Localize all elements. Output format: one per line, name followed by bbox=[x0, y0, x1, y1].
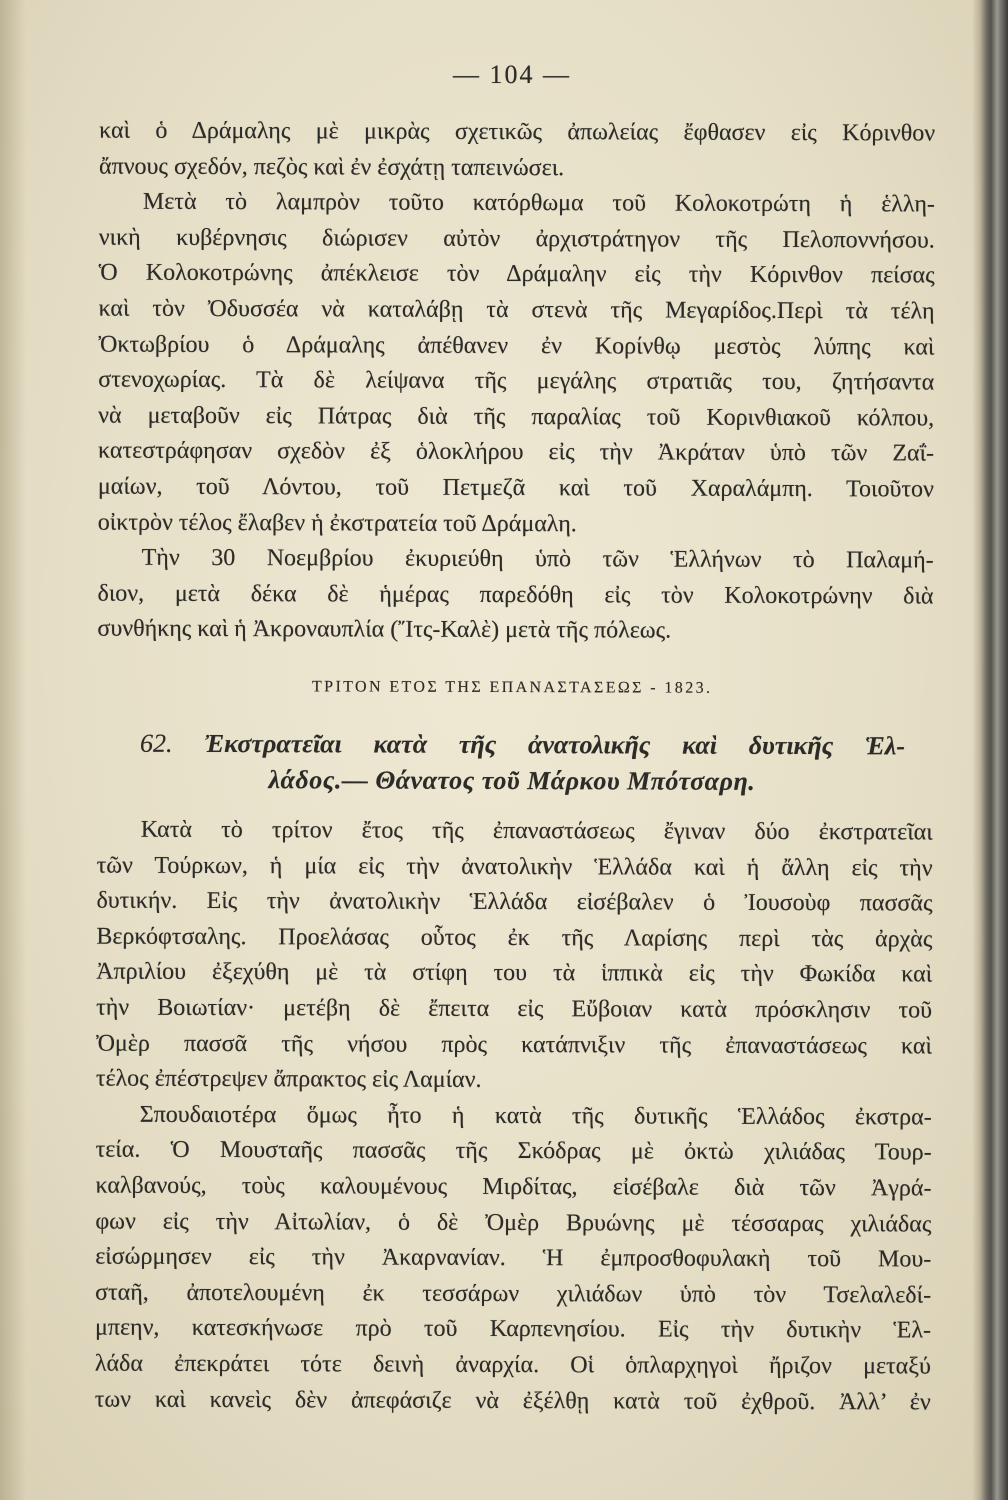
text-line: νικὴ κυβέρνησις διώρισεν αὐτὸν ἀρχιστράτηγον τῆς Πελοποννήσου. bbox=[98, 224, 935, 254]
text-line: μπεην, κατεσκήνωσε πρὸ τοῦ Καρπενησίου. Εἰς τὴν δυτικὴν Ἑλ- bbox=[94, 1314, 932, 1344]
text-line: στενοχωρίας. Τὰ δὲ λείψανα τῆς μεγάλης στρατιᾶς του, ζητήσαντα bbox=[98, 366, 935, 396]
text-line: Τὴν 30 Νοεμβρίου ἐκυριεύθη ὑπὸ τῶν Ἑλλήνων τὸ Παλαμή- bbox=[141, 544, 934, 574]
paragraph bbox=[98, 185, 935, 544]
text-line: τῶν Τούρκων, ἡ μία εἰς τὴν ἀνατολικὴν Ἑλλάδα καὶ ἡ ἄλλη εἰς τὴν bbox=[96, 852, 933, 882]
text-line: φων εἰς τὴν Αἰτωλίαν, ὁ δὲ Ὀμὲρ Βρυώνης μὲ τέσσαρας χιλιάδας bbox=[95, 1208, 932, 1238]
paragraph bbox=[97, 541, 933, 651]
text-line: των καὶ κανεὶς δὲν ἀπεφάσιζε νὰ ἐξέλθῃ κατὰ τοῦ ἐχθροῦ. Ἀλλ’ ἐν bbox=[94, 1386, 931, 1415]
text-line: Κατὰ τὸ τρίτον ἔτος τῆς ἐπαναστάσεως ἔγιναν δύο ἐκστρατεῖαι bbox=[140, 816, 933, 846]
text-line: Σπουδαιοτέρα ὅμως ἦτο ἡ κατὰ τῆς δυτικῆς Ἑλλάδος ἐκστρα- bbox=[139, 1101, 932, 1131]
text-line: διον, μετὰ δέκα δὲ ἡμέρας παρεδόθη εἰς τὸν Κολοκοτρώνην διὰ bbox=[97, 580, 934, 610]
text-line: εἰσώρμησεν εἰς τὴν Ἀκαρνανίαν. Ἡ ἐμπροσθοφυλακὴ τοῦ Μου- bbox=[95, 1243, 932, 1273]
chapter-number: 62. bbox=[139, 728, 173, 758]
text-line: Ἀπριλίου ἐξεχύθη μὲ τὰ στίφη του τὰ ἱππικὰ εἰς τὴν Φωκίδα καὶ bbox=[96, 958, 933, 988]
text-line: τὴν Βοιωτίαν· μετέβη δὲ ἔπειτα εἰς Εὔβοιαν κατὰ πρόσκλησιν τοῦ bbox=[96, 994, 933, 1024]
text-line: Μετὰ τὸ λαμπρὸν τοῦτο κατόρθωμα τοῦ Κολοκοτρώτη ἡ ἑλλη- bbox=[142, 188, 935, 218]
text-line: καὶ τὸν Ὀδυσσέα νὰ καταλάβῃ τὰ στενὰ τῆς Μεγαρίδος.Περὶ τὰ τέλη bbox=[98, 295, 935, 325]
text-line: σταῆ, ἀποτελουμένη ἐκ τεσσάρων χιλιάδων ὑπὸ τὸν Τσελαλεδί- bbox=[95, 1279, 932, 1309]
text-line: λάδα ἐπεκράτει τότε δεινὴ ἀναρχία. Οἱ ὁπλαρχηγοὶ ἤριζον μεταξύ bbox=[94, 1350, 931, 1380]
page-number: — 104 — bbox=[453, 60, 571, 89]
paragraph bbox=[99, 114, 935, 188]
text-line: Ὀμὲρ πασσᾶ τῆς νήσου πρὸς κατάπνιξιν τῆς ἐπαναστάσεως καὶ bbox=[95, 1030, 933, 1060]
chapter-title: Ἐκστρατεῖαι κατὰ τῆς ἀνατολικῆς καὶ δυτικῆς Ἑλ- bbox=[204, 728, 906, 761]
paragraph bbox=[95, 1097, 932, 1420]
chapter-heading-line1 bbox=[140, 726, 905, 765]
text-line: οἰκτρὸν τέλος ἔλαβεν ἡ ἐκστρατεία τοῦ Δράμαλη. bbox=[97, 509, 577, 537]
text-line: συνθήκης καὶ ἡ Ἀκροναυπλία (Ἴτς-Καλὲ) μετὰ τῆς πόλεως. bbox=[97, 615, 672, 644]
chapter-heading-line2: λάδος.— Θάνατος τοῦ Μάρκου Μπότσαρη. bbox=[268, 765, 756, 796]
text-block-lower bbox=[95, 813, 933, 1421]
text-line: μαίων, τοῦ Λόντου, τοῦ Πετμεζᾶ καὶ τοῦ Χαραλάμπη. Τοιοῦτον bbox=[97, 473, 934, 503]
text-line: νὰ μεταβοῦν εἰς Πάτρας διὰ τῆς παραλίας τοῦ Κορινθιακοῦ κόλπου, bbox=[98, 402, 935, 432]
text-line: Ὀκτωβρίου ὁ Δράμαλης ἀπέθανεν ἐν Κορίνθῳ μεστὸς λύπης καὶ bbox=[98, 331, 935, 361]
section-heading: ΤΡΙΤΟΝ ΕΤΟΣ ΤΗΣ ΕΠΑΝΑΣΤΑΣΕΩΣ - 1823. bbox=[311, 678, 713, 697]
text-line: τεία. Ὁ Μουσταῆς πασσᾶς τῆς Σκόδρας μὲ ὀκτὼ χιλιάδας Τουρ- bbox=[95, 1136, 932, 1166]
text-line: Βερκόφτσαλης. Προελάσας οὗτος ἐκ τῆς Λαρίσης περὶ τὰς ἀρχὰς bbox=[96, 923, 933, 953]
paragraph bbox=[96, 813, 933, 1101]
text-line: Ὁ Κολοκοτρώνης ἀπέκλεισε τὸν Δράμαλην εἰς τὴν Κόρινθον πείσας bbox=[98, 259, 935, 289]
text-line: ἄπνους σχεδόν, πεζὸς καὶ ἐν ἐσχάτῃ ταπεινώσει. bbox=[98, 153, 565, 181]
text-line: καλβανούς, τοὺς καλουμένους Μιρδίτας, εἰσέβαλε διὰ τῶν Ἀγρά- bbox=[95, 1172, 932, 1202]
text-line: καὶ ὁ Δράμαλης μὲ μικρὰς σχετικῶς ἀπωλείας ἔφθασεν εἰς Κόρινθον bbox=[99, 117, 936, 147]
text-line: κατεστράφησαν σχεδὸν ἐξ ὁλοκλήρου εἰς τὴν Ἀκράταν ὑπὸ τῶν Ζαΐ- bbox=[97, 437, 935, 467]
text-line: δυτικήν. Εἰς τὴν ἀνατολικὴν Ἑλλάδα εἰσέβαλεν ὁ Ἰουσοὺφ πασσᾶς bbox=[96, 887, 933, 917]
text-line: τέλος ἐπέστρεψεν ἄπρακτος εἰς Λαμίαν. bbox=[95, 1065, 482, 1094]
text-block-upper bbox=[97, 114, 935, 651]
